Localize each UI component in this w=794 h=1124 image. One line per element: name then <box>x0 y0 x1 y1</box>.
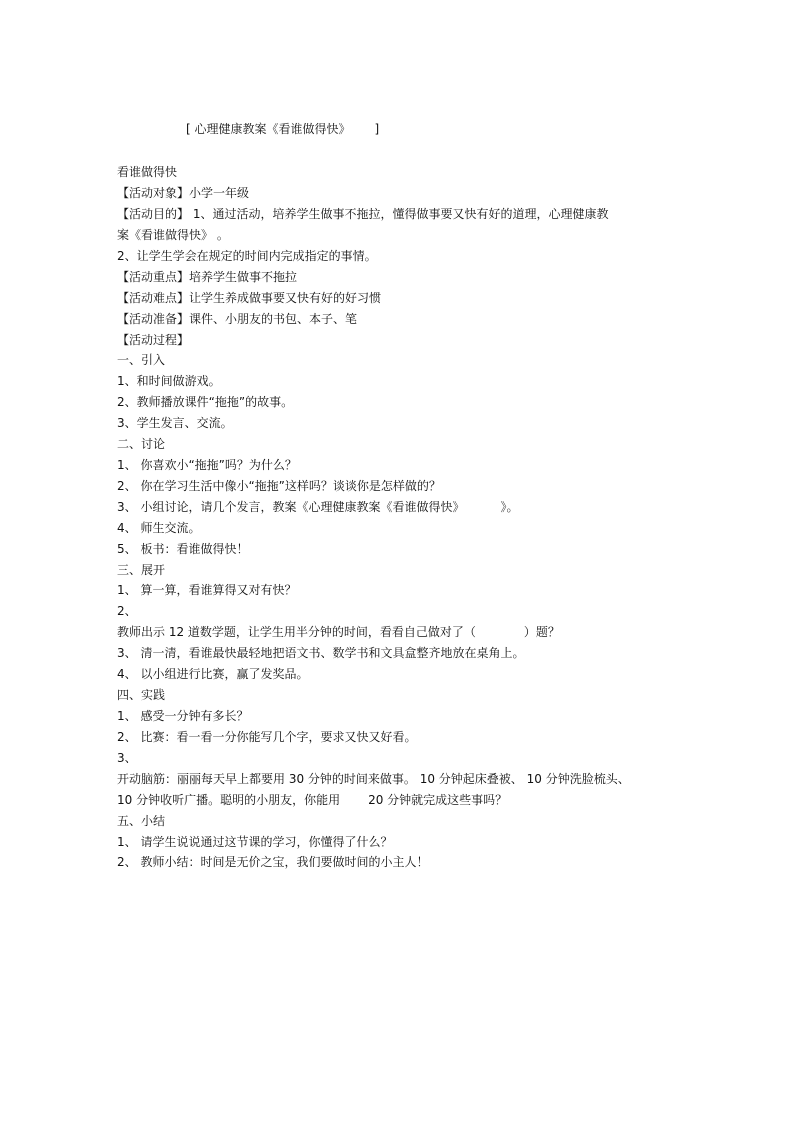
section-1-title: 一、引入 <box>117 353 166 367</box>
section-4-item-3-question <box>117 792 507 808</box>
section-4-question-end: 20 分钟就完成这些事吗？ <box>368 793 508 807</box>
activity-target: 【活动对象】小学一年级 <box>117 186 250 200</box>
subtitle: 看谁做得快 <box>117 165 178 179</box>
activity-focus: 【活动重点】培养学生做事不拖拉 <box>117 270 298 284</box>
section-3-item-2-detail <box>117 624 560 640</box>
section-1-item-3: 3、学生发言、交流。 <box>117 416 233 430</box>
section-2-title: 二、讨论 <box>117 437 166 451</box>
header-text: [ 心理健康教案《看谁做得快》 <box>186 122 351 136</box>
section-4-item-1: 1、 感受一分钟有多长？ <box>117 709 249 723</box>
section-3-item-3: 3、 清一清，看谁最快最轻地把语文书、数学书和文具盒整齐地放在桌角上。 <box>117 646 525 660</box>
activity-goal-line1: 【活动目的】 1、通过活动，培养学生做事不拖拉，懂得做事要又快有好的道理，心理健康教 <box>117 207 609 221</box>
section-2-item-5: 5、 板书：看谁做得快！ <box>117 542 249 556</box>
section-5-item-2: 2、 教师小结：时间是无价之宝，我们要做时间的小主人！ <box>117 855 429 869</box>
section-2-item-3-end: 》。 <box>500 500 519 514</box>
section-5-title: 五、小结 <box>117 814 166 828</box>
section-2-item-3-text: 3、 小组讨论，请几个发言，教案《心理健康教案《看谁做得快》 <box>117 500 465 514</box>
section-3-item-2-end: ）题？ <box>523 625 560 639</box>
section-1-item-2: 2、教师播放课件“拖拖”的故事。 <box>117 395 294 409</box>
section-2-item-3 <box>117 499 518 515</box>
section-4-item-2: 2、 比赛：看一看一分你能写几个字，要求又快又好看。 <box>117 730 417 744</box>
section-3-item-1: 1、 算一算，看谁算得又对有快？ <box>117 583 297 597</box>
section-4-item-3-detail: 开动脑筋：丽丽每天早上都要用 30 分钟的时间来做事。 10 分钟起床叠被、 10 分钟洗脸梳头、 <box>117 772 630 786</box>
section-1-item-1: 1、和时间做游戏。 <box>117 374 221 388</box>
section-4-item-3: 3、 <box>117 751 137 765</box>
header-bracket: ] <box>374 122 380 136</box>
section-4-title: 四、实践 <box>117 688 166 702</box>
section-3-item-2-text: 教师出示 12 道数学题，让学生用半分钟的时间，看看自己做对了（ <box>117 625 476 639</box>
activity-goal-2: 2、让学生学会在规定的时间内完成指定的事情。 <box>117 249 377 263</box>
section-3-title: 三、展开 <box>117 563 166 577</box>
activity-difficulty: 【活动难点】让学生养成做事要又快有好的好习惯 <box>117 291 382 305</box>
section-3-item-2: 2、 <box>117 604 137 618</box>
activity-process: 【活动过程】 <box>117 333 190 347</box>
section-5-item-1: 1、 请学生说说通过这节课的学习，你懂得了什么？ <box>117 835 393 849</box>
activity-goal-line2: 案《看谁做得快》 。 <box>117 228 229 242</box>
document-header <box>186 121 379 137</box>
section-4-question-text: 10 分钟收听广播。聪明的小朋友，你能用 <box>117 793 341 807</box>
section-2-item-1: 1、 你喜欢小“拖拖”吗？为什么？ <box>117 458 297 472</box>
section-3-item-4: 4、 以小组进行比赛，赢了发奖品。 <box>117 667 309 681</box>
activity-prep: 【活动准备】课件、小朋友的书包、本子、笔 <box>117 312 358 326</box>
section-2-item-2: 2、 你在学习生活中像小“拖拖”这样吗？谈谈你是怎样做的？ <box>117 479 441 493</box>
section-2-item-4: 4、 师生交流。 <box>117 521 201 535</box>
